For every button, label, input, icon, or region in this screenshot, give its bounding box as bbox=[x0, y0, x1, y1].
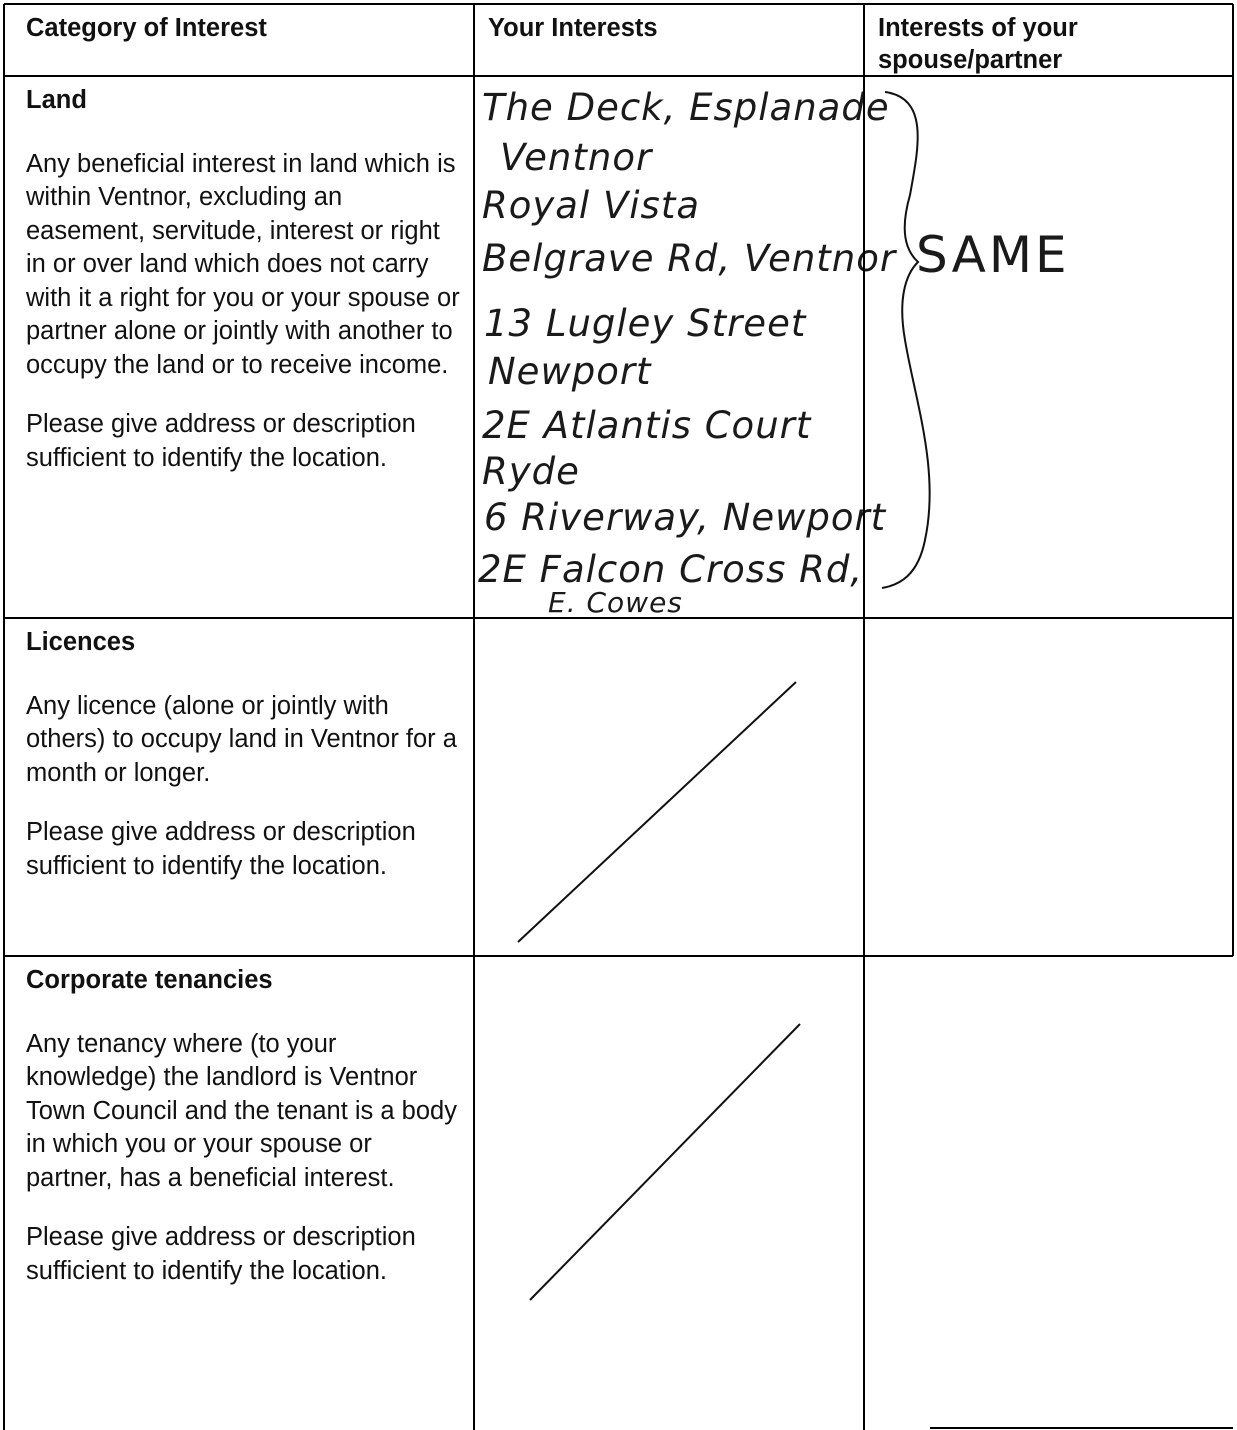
handwritten-slash bbox=[518, 682, 796, 942]
handwritten-brace bbox=[882, 92, 930, 588]
licences-instruction: Please give address or description sufficient to identify the location. bbox=[26, 818, 416, 880]
tenancies-instruction: Please give address or description sufficient to identify the location. bbox=[26, 1223, 416, 1285]
tenancies-description: Any tenancy where (to your knowledge) the landlord is Ventnor Town Council and the tenant is a body in which you or your spouse or partner, has a beneficial interest. bbox=[26, 1029, 457, 1192]
handwritten-line: Newport bbox=[488, 350, 652, 393]
handwritten-same: SAME bbox=[916, 226, 1070, 284]
handwritten-line: Ventnor bbox=[500, 136, 653, 179]
handwritten-line: 13 Lugley Street bbox=[484, 302, 807, 345]
handwritten-line: 6 Riverway, Newport bbox=[484, 496, 887, 539]
handwritten-line: E. Cowes bbox=[548, 586, 683, 619]
licences-title: Licences bbox=[26, 628, 136, 656]
table-borders bbox=[4, 4, 1233, 1430]
handwritten-line: Ryde bbox=[482, 450, 580, 493]
handwritten-line: Royal Vista bbox=[482, 184, 701, 227]
handwritten-line: Belgrave Rd, Ventnor bbox=[482, 237, 897, 280]
licences-description: Any licence (alone or jointly with others) to occupy land in Ventnor for a month or longer. bbox=[26, 691, 457, 787]
land-description: Any beneficial interest in land which is within Ventnor, excluding an easement, servitude, interest or right in or over land which does not carry with it a right for you or your spouse or partner alone or jointly with another to occupy the land or to receive income. bbox=[26, 149, 460, 379]
header-category: Category of Interest bbox=[26, 14, 267, 42]
header-your-interests: Your Interests bbox=[488, 14, 658, 42]
handwritten-line: 2E Falcon Cross Rd, bbox=[478, 548, 864, 591]
handwritten-slash bbox=[530, 1024, 800, 1300]
tenancies-title: Corporate tenancies bbox=[26, 966, 273, 994]
land-title: Land bbox=[26, 86, 87, 114]
handwritten-line: The Deck, Esplanade bbox=[482, 86, 890, 129]
land-instruction: Please give address or description sufficient to identify the location. bbox=[26, 410, 416, 472]
header-spouse-interests: Interests of your spouse/partner bbox=[878, 14, 1078, 74]
handwritten-line: 2E Atlantis Court bbox=[482, 404, 812, 447]
